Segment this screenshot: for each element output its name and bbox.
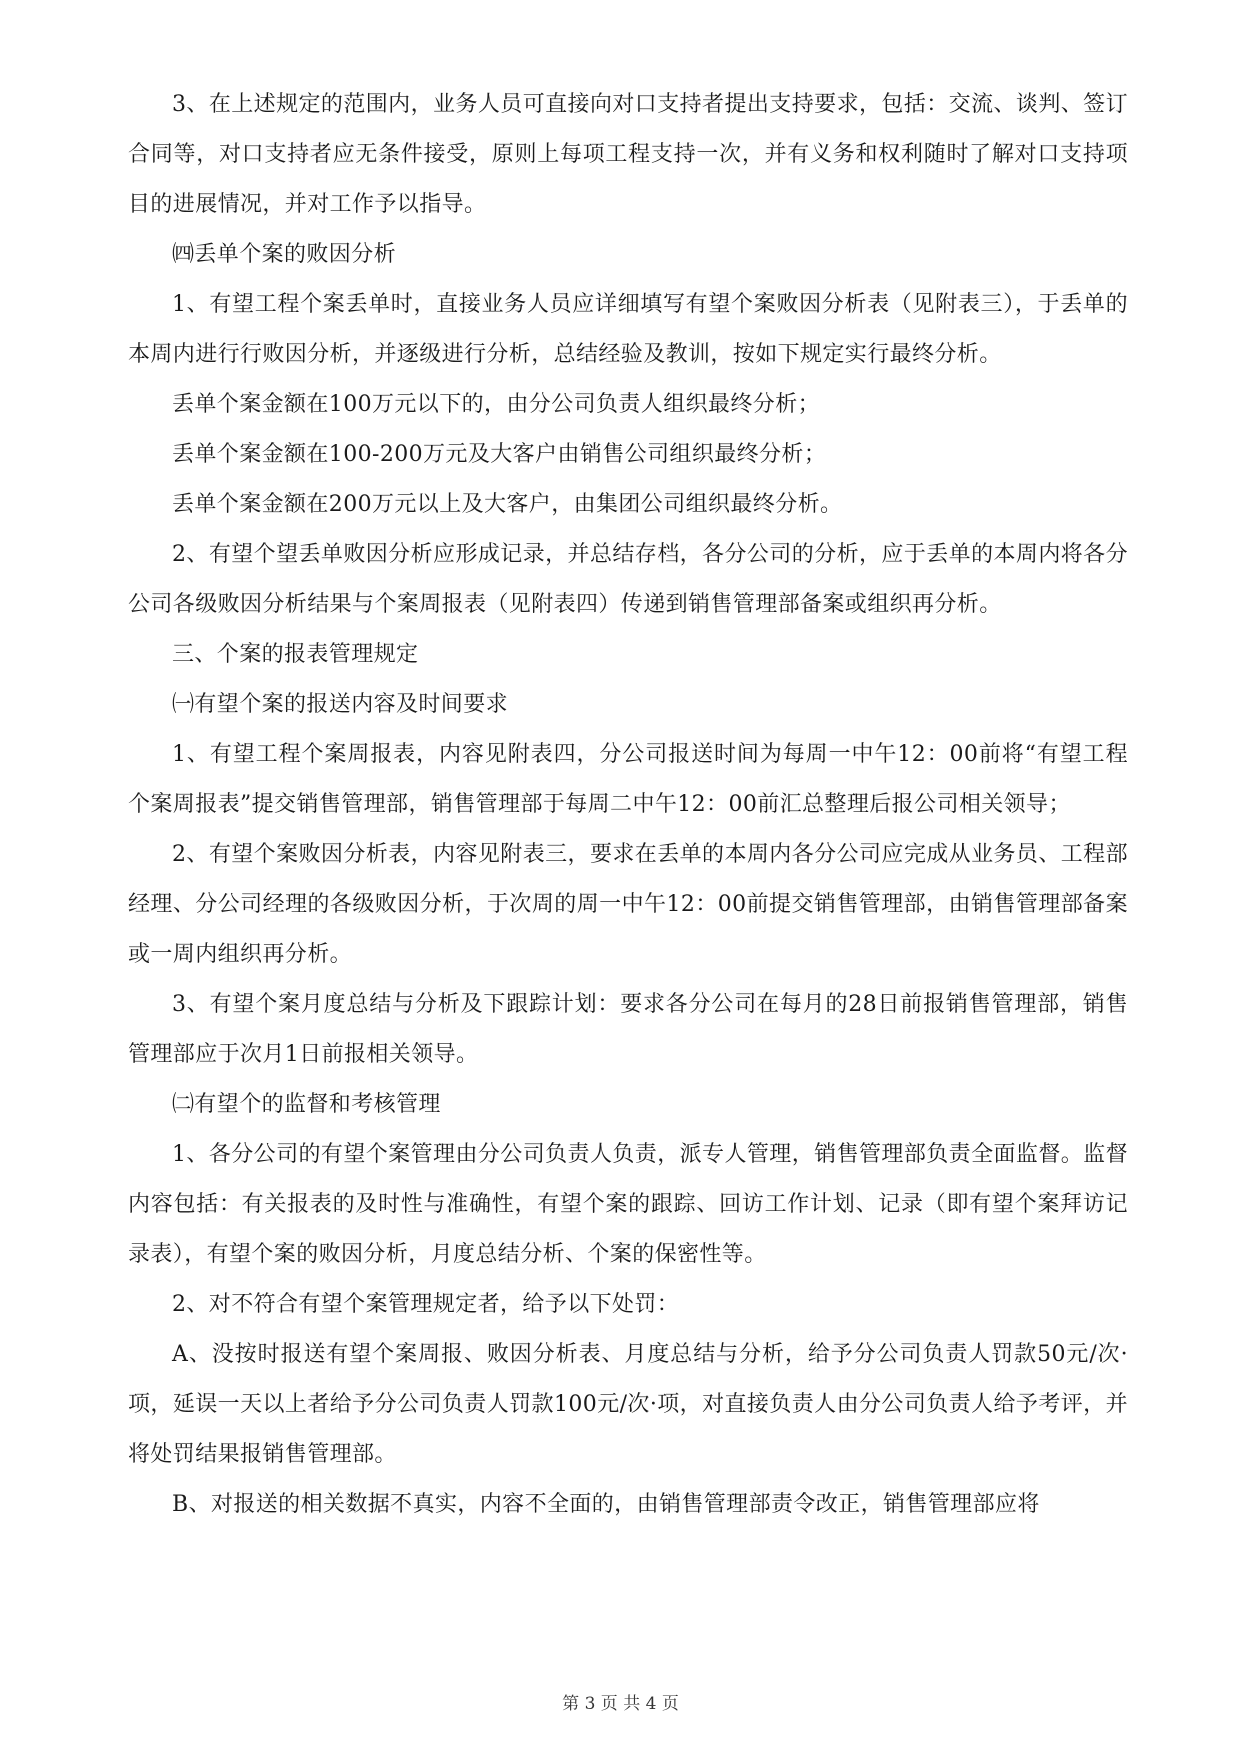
paragraph-support-requests: 3、在上述规定的范围内，业务人员可直接向对口支持者提出支持要求，包括：交流、谈判、签订合同等，对口支持者应无条件接受，原则上每项工程支持一次，并有义务和权利随时了解对口支持项目的进展情况，并对工作予以指导。: [128, 92, 1128, 217]
paragraph-rule-100-200: 丢单个案金额在100-200万元及大客户由销售公司组织最终分析；: [172, 442, 827, 467]
paragraph-lost-case-procedure: 1、有望工程个案丢单时，直接业务人员应详细填写有望个案败因分析表（见附表三），于丢单的本周内进行行败因分析，并逐级进行分析，总结经验及教训，按如下规定实行最终分析。: [128, 292, 1128, 367]
paragraph-weekly-report: 1、有望工程个案周报表，内容见附表四，分公司报送时间为每周一中午12：00前将“有望工程个案周报表”提交销售管理部，销售管理部于每周二中午12：00前汇总整理后报公司相关领导；: [128, 742, 1128, 817]
paragraph-penalty-b: B、对报送的相关数据不真实，内容不全面的，由销售管理部责令改正，销售管理部应将: [172, 1492, 1040, 1517]
heading-report-management: 三、个案的报表管理规定: [172, 642, 419, 667]
paragraph-rule-over-200: 丢单个案金额在200万元以上及大客户，由集团公司组织最终分析。: [172, 492, 843, 517]
paragraph-rule-under-100: 丢单个案金额在100万元以下的，由分公司负责人组织最终分析；: [172, 392, 820, 417]
paragraph-penalties-intro: 2、对不符合有望个案管理规定者，给予以下处罚：: [172, 1292, 680, 1317]
heading-supervision-assessment: ㈡有望个的监督和考核管理: [172, 1092, 441, 1117]
paragraph-penalty-a: A、没按时报送有望个案周报、败因分析表、月度总结与分析，给予分公司负责人罚款50元/次·项，延误一天以上者给予分公司负责人罚款100元/次·项，对直接负责人由分公司负责人给予考评，并将处罚结果报销售管理部。: [128, 1342, 1128, 1467]
paragraph-monthly-summary: 3、有望个案月度总结与分析及下跟踪计划：要求各分公司在每月的28日前报销售管理部，销售管理部应于次月1日前报相关领导。: [128, 992, 1128, 1067]
heading-lost-case-analysis: ㈣丢单个案的败因分析: [172, 242, 397, 267]
paragraph-supervision-duties: 1、各分公司的有望个案管理由分公司负责人负责，派专人管理，销售管理部负责全面监督。监督内容包括：有关报表的及时性与准确性，有望个案的跟踪、回访工作计划、记录（即有望个案拜访记录表），有望个案的败因分析，月度总结分析、个案的保密性等。: [128, 1142, 1128, 1267]
page-number-footer: 第 3 页 共 4 页: [562, 1694, 679, 1714]
heading-report-content-timing: ㈠有望个案的报送内容及时间要求: [172, 692, 509, 717]
document-body: [128, 80, 1128, 1530]
paragraph-failure-analysis-form: 2、有望个案败因分析表，内容见附表三，要求在丢单的本周内各分公司应完成从业务员、工程部经理、分公司经理的各级败因分析，于次周的周一中午12：00前提交销售管理部，由销售管理部备案或一周内组织再分析。: [128, 842, 1128, 967]
paragraph-lost-case-records: 2、有望个望丢单败因分析应形成记录，并总结存档，各分公司的分析，应于丢单的本周内将各分公司各级败因分析结果与个案周报表（见附表四）传递到销售管理部备案或组织再分析。: [128, 542, 1128, 617]
